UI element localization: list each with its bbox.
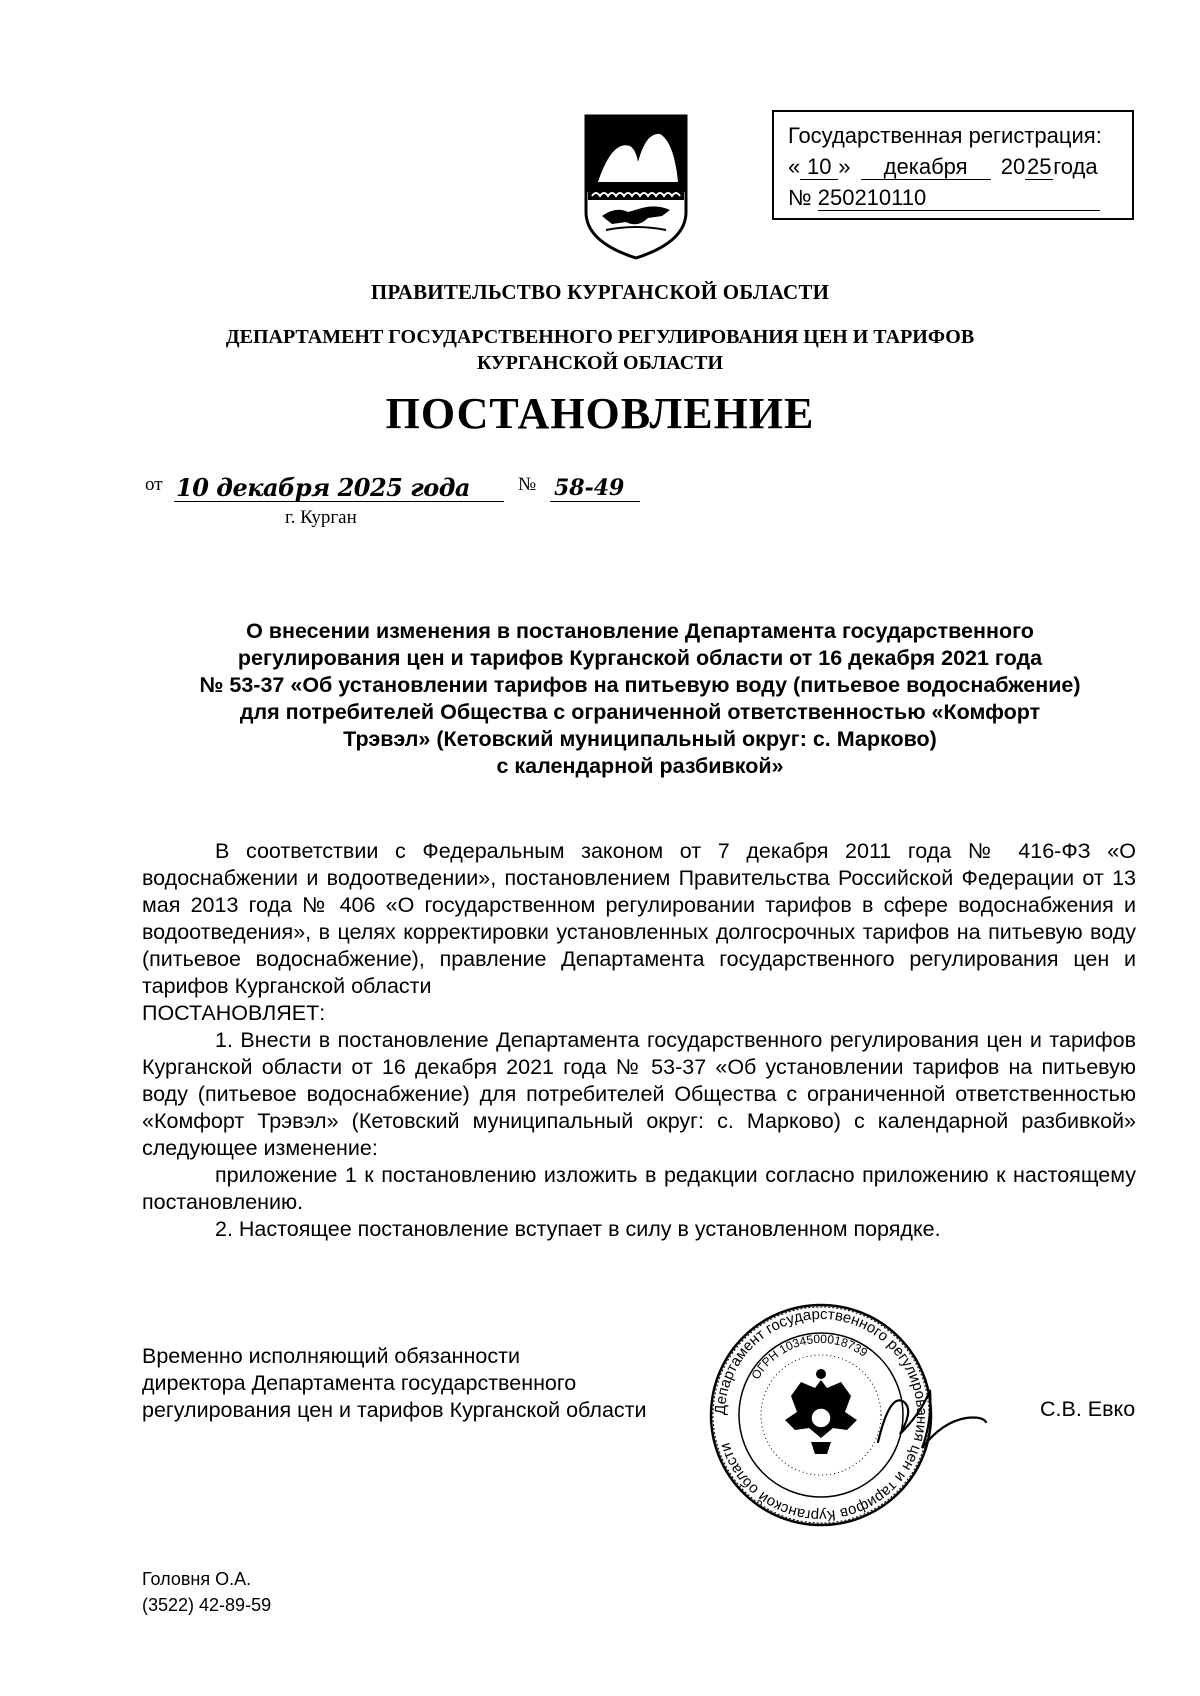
registration-year: 25 xyxy=(1026,154,1052,179)
government-name: ПРАВИТЕЛЬСТВО КУРГАНСКОЙ ОБЛАСТИ xyxy=(370,280,830,304)
document-date: 10 декабря 2025 года xyxy=(174,474,504,502)
paragraph-preamble: В соответствии с Федеральным законом от 7 декабря 2011 года № 416-ФЗ «О водоснабжении и водоотведении», постановлением Правительства Российской Федерации от 13 мая 2013 года № 406 «О государственном регулировании тарифов в сфере водоснабжения и водоотведения», в целях корректировки установленных долгосрочных тарифов на питьевую воду (питьевое водоснабжение), правление Департамента государственного регулирования цен и тарифов Курганской области xyxy=(142,839,1136,998)
seal-inner-text: ОГРН 1034500018739 xyxy=(748,1331,871,1382)
document-title: О внесении изменения в постановление Департамента государственного регулирования цен и тарифов Курганской области от 16 декабря 2021 года № 53-37 «Об установлении тарифов на питьевую воду (питьевое водоснабжение) для потребителей Общества с ограниченной ответственностью «Комфорт Трэвэл» (Кетовский муниципальный округ: с. Марково) с календарной разбивкой» xyxy=(199,619,1081,778)
department-name: ДЕПАРТАМЕНТ ГОСУДАРСТВЕННОГО РЕГУЛИРОВАНИЯ ЦЕН И ТАРИФОВ КУРГАНСКОЙ ОБЛАСТИ xyxy=(225,326,975,374)
paragraph-amendment: приложение 1 к постановлению изложить в редакции согласно приложению к настоящему постановлению. xyxy=(142,1163,1136,1214)
registration-number: № 250210110 xyxy=(788,182,1122,213)
signatory-position: Временно исполняющий обязанности директора Департамента государственного регулирования цен и тарифов Курганской области xyxy=(142,1344,647,1422)
seal-outer-text: Департамент государственного регулирования цен и тарифов Курганской области xyxy=(711,1305,931,1525)
handwritten-signature xyxy=(870,1382,990,1462)
executor-name: Головня О.А. xyxy=(142,1569,252,1589)
registration-number-value: 250210110 xyxy=(818,186,1100,211)
executor-info xyxy=(142,1566,271,1618)
paragraph-item-2: 2. Настоящее постановление вступает в силу в установленном порядке. xyxy=(215,1217,941,1241)
coat-of-arms-icon xyxy=(582,112,690,262)
paragraph-item-1: 1. Внести в постановление Департамента государственного регулирования цен и тарифов Курганской области от 16 декабря 2021 года № 53-37 «Об установлении тарифов на питьевую воду (питьевое водоснабжение) для потребителей Общества с ограниченной ответственностью «Комфорт Трэвэл» (Кетовский муниципальный округ: с. Марково) с календарной разбивкой» следующее изменение: xyxy=(142,1028,1136,1160)
document-number: 58-49 xyxy=(550,474,640,502)
signatory-name: С.В. Евко xyxy=(1040,1397,1136,1421)
executor-phone: (3522) 42-89-59 xyxy=(142,1595,272,1615)
registration-day: 10 xyxy=(800,155,838,180)
document-city: г. Курган xyxy=(285,507,357,528)
document-number-label: № xyxy=(518,474,537,495)
document-body xyxy=(142,838,1136,1243)
registration-date: « 10 » декабря 2025года xyxy=(788,154,1098,179)
document-type: ПОСТАНОВЛЕНИЕ xyxy=(385,389,815,438)
registration-title: Государственная регистрация: xyxy=(788,123,1102,148)
registration-month: декабря xyxy=(861,155,991,180)
resolves-word: ПОСТАНОВЛЯЕТ: xyxy=(142,1001,326,1025)
registration-box xyxy=(772,110,1134,220)
date-from-label: от xyxy=(145,474,163,495)
